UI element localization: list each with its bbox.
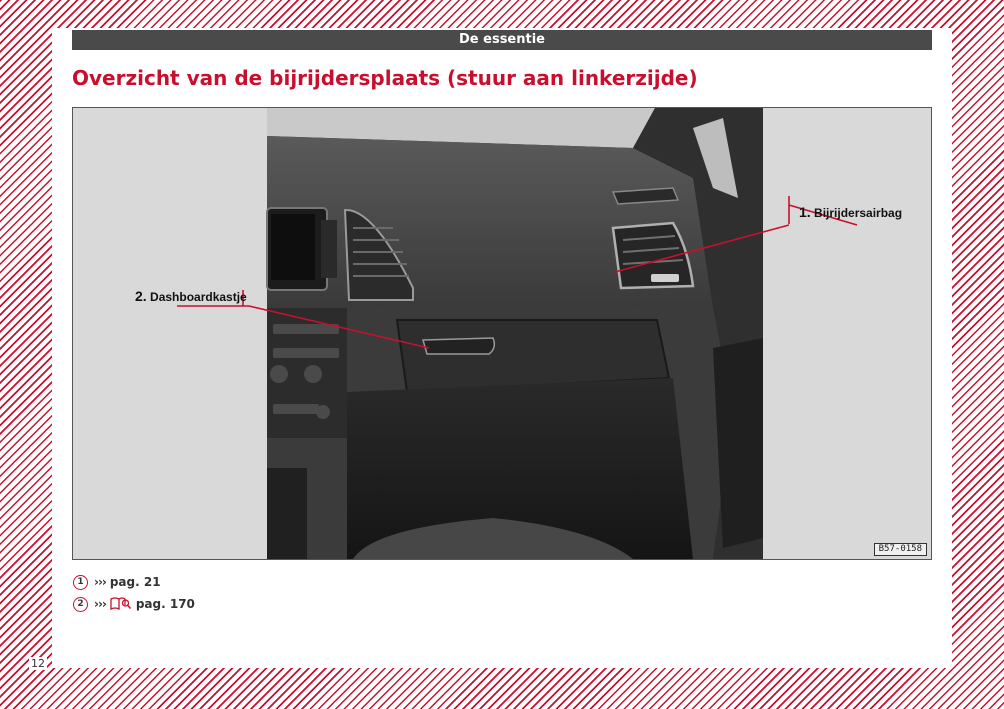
callout-label: Bijrijdersairbag — [814, 206, 903, 220]
callout-number: 1. — [799, 204, 811, 220]
references-list — [73, 571, 195, 615]
section-header: De essentie — [72, 30, 932, 50]
reference-item — [73, 571, 195, 593]
page-number: 12 — [31, 657, 45, 670]
page-title: Overzicht van de bijrijdersplaats (stuur aan linkerzijde) — [72, 66, 698, 90]
reference-badge: 1 — [73, 575, 88, 590]
callout-glovebox — [135, 288, 247, 304]
dashboard-figure — [72, 107, 932, 560]
callout-number: 2. — [135, 288, 147, 304]
chevrons-icon: ››› — [94, 575, 106, 589]
page-link[interactable]: pag. 21 — [109, 575, 161, 589]
reference-badge: 2 — [73, 597, 88, 612]
book-search-icon — [110, 596, 132, 613]
callout-label: Dashboardkastje — [150, 290, 247, 304]
reference-item — [73, 593, 195, 615]
callout-passenger-airbag — [799, 204, 902, 220]
chevrons-icon: ››› — [94, 597, 106, 611]
page-link[interactable]: pag. 170 — [135, 597, 195, 611]
dashboard-illustration — [73, 108, 931, 559]
figure-code: B57-0158 — [874, 543, 927, 556]
